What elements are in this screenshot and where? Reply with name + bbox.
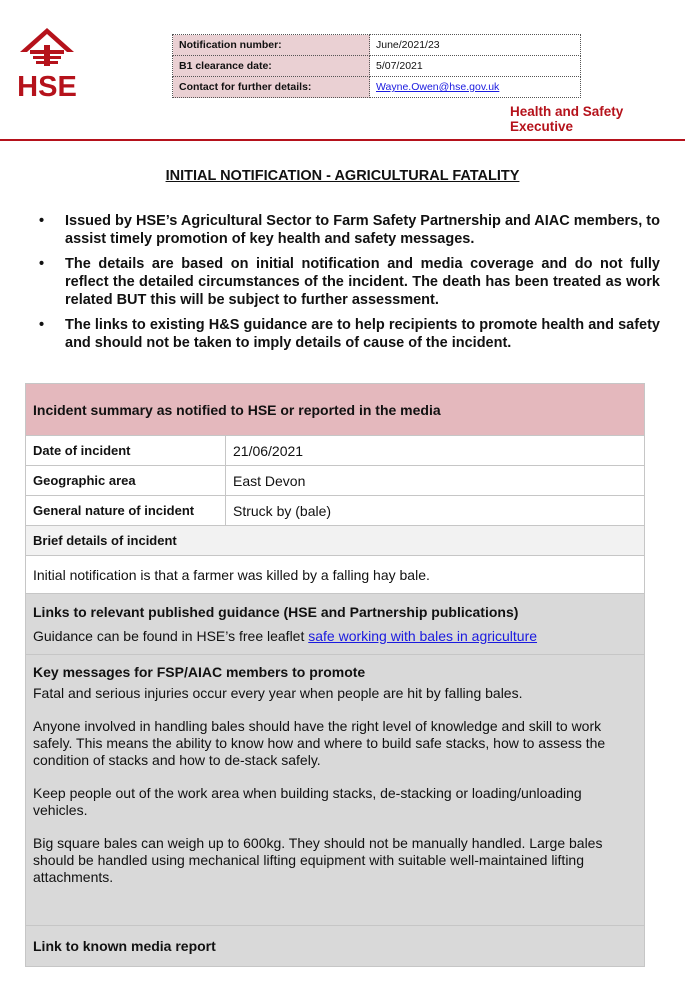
brief-text-row: [26, 556, 645, 594]
row-value: Struck by (bale): [226, 496, 645, 526]
page-title: INITIAL NOTIFICATION - AGRICULTURAL FATALITY: [165, 168, 520, 184]
key-messages-row: [26, 655, 645, 926]
notification-info-table: [172, 34, 581, 98]
row-label: Geographic area: [26, 466, 226, 496]
summary-heading-row: [26, 384, 645, 436]
logo-text: HSE: [17, 71, 77, 100]
key-message-paragraph: Fatal and serious injuries occur every year when people are hit by falling bales.: [33, 685, 523, 701]
info-label: B1 clearance date:: [173, 56, 370, 77]
key-message-paragraph: Keep people out of the work area when building stacks, de-stacking or loading/unloading vehicles.: [33, 785, 582, 818]
contact-email-link[interactable]: Wayne.Owen@hse.gov.uk: [376, 81, 500, 93]
key-messages-heading: Key messages for FSP/AIAC members to promote: [33, 664, 366, 680]
table-row: [26, 466, 645, 496]
org-line-1: Health and Safety: [510, 104, 624, 119]
bullet-text: The details are based on initial notification and media coverage and do not fully reflect the detailed circumstances of the incident. The death has been treated as work related BUT this will be subject to further assessment.: [65, 256, 660, 308]
row-value: 21/06/2021: [226, 436, 645, 466]
organisation-name: [510, 104, 623, 134]
row-label: Date of incident: [26, 436, 226, 466]
contact-row: [173, 77, 581, 98]
info-label: Contact for further details:: [173, 77, 370, 98]
media-row: [26, 926, 645, 967]
bullet-text: The links to existing H&S guidance are to help recipients to promote health and safety and should not be taken to imply details of cause of the incident.: [65, 317, 660, 351]
info-value: [370, 77, 581, 98]
info-value: June/2021/23: [370, 35, 581, 56]
brief-text: Initial notification is that a farmer was killed by a falling hay bale.: [26, 556, 645, 594]
bullet-item: [36, 212, 660, 248]
bullet-icon: •: [39, 213, 45, 229]
incident-table: [25, 383, 645, 967]
org-line-2: Executive: [510, 119, 574, 134]
notification-number-row: [173, 35, 581, 56]
guidance-link[interactable]: safe working with bales in agriculture: [308, 628, 538, 644]
bullet-icon: •: [39, 317, 45, 333]
row-value: East Devon: [226, 466, 645, 496]
brief-heading: Brief details of incident: [26, 526, 645, 556]
row-label: General nature of incident: [26, 496, 226, 526]
guidance-prefix: Guidance can be found in HSE’s free leaflet: [33, 628, 309, 644]
guidance-text: [33, 624, 637, 648]
table-row: [26, 496, 645, 526]
guidance-cell: [26, 594, 645, 655]
info-label: Notification number:: [173, 35, 370, 56]
bullet-icon: •: [39, 256, 45, 272]
key-message-paragraph: Anyone involved in handling bales should have the right level of knowledge and skill to work safely. This means the ability to know how and where to build safe stacks, how to assess the condition of stacks and how to de-stack safely.: [33, 718, 606, 768]
header-divider: [0, 139, 685, 141]
brief-heading-row: [26, 526, 645, 556]
info-value: 5/07/2021: [370, 56, 581, 77]
hse-logo: [14, 26, 80, 100]
intro-bullet-list: [36, 212, 660, 359]
bullet-item: [36, 316, 660, 352]
key-message-paragraph: Big square bales can weigh up to 600kg. They should not be manually handled. Large bales should be handled using mechanical lifting equipment with suitable well-maintained lifting attachments.: [33, 835, 603, 885]
bullet-item: [36, 255, 660, 309]
guidance-heading: Links to relevant published guidance (HSE and Partnership publications): [33, 604, 519, 620]
key-messages-cell: [26, 655, 645, 926]
media-heading: Link to known media report: [26, 926, 645, 967]
clearance-date-row: [173, 56, 581, 77]
summary-heading: Incident summary as notified to HSE or reported in the media: [26, 384, 645, 436]
table-row: [26, 436, 645, 466]
bullet-text: Issued by HSE’s Agricultural Sector to Farm Safety Partnership and AIAC members, to assist timely promotion of key health and safety messages.: [65, 213, 660, 247]
guidance-row: [26, 594, 645, 655]
